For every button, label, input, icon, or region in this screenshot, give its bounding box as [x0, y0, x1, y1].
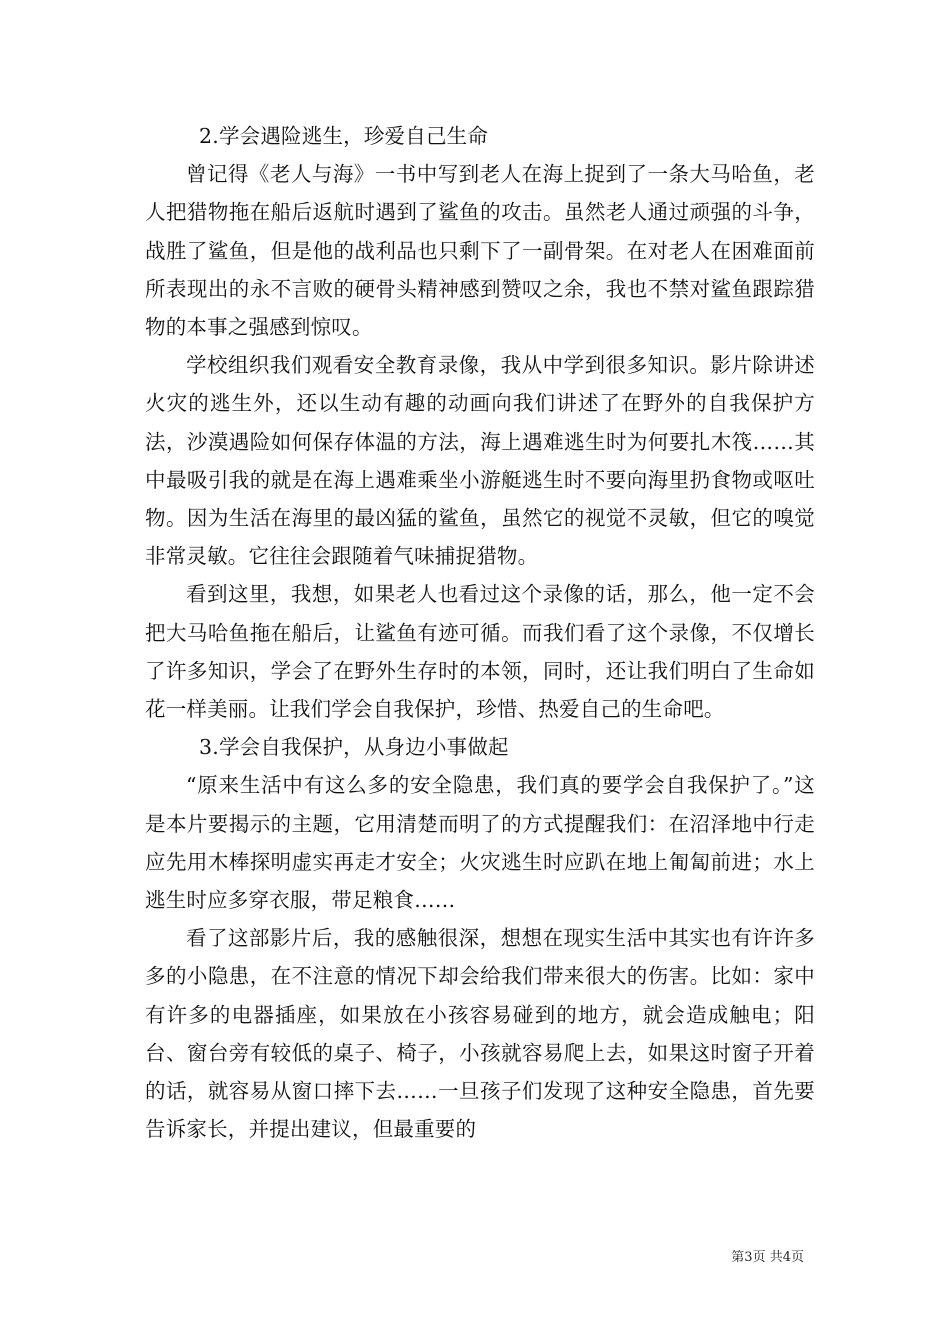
paragraph-film-theme: “原来生活中有这么多的安全隐患，我们真的要学会自我保护了。”这是本片要揭示的主题，它用清楚而明了的方式提醒我们：在沼泽地中行走应先用木棒探明虚实再走才安全；火灾逃生时应趴在地上匍匐前进；水上逃生时应多穿衣服，带足粮食…… — [145, 773, 815, 913]
section-heading-2: 2.学会遇险逃生，珍爱自己生命 — [199, 124, 489, 148]
footer-prefix: 第 — [731, 1250, 745, 1265]
document-body — [145, 117, 815, 1148]
footer-current-page: 3 — [744, 1250, 753, 1265]
footer-suffix: 页 — [790, 1250, 804, 1265]
paragraph-safety-video: 学校组织我们观看安全教育录像，我从中学到很多知识。影片除讲述火灾的逃生外，还以生动有趣的动画向我们讲述了在野外的自我保护方法，沙漠遇险如何保存体温的方法，海上遇难逃生时为何要扎木筏……其中最吸引我的就是在海上遇难乘坐小游艇逃生时不要向海里扔食物或呕吐物。因为生活在海里的最凶猛的鲨鱼，虽然它的视觉不灵敏，但它的嗅觉非常灵敏。它往往会跟随着气味捕捉猎物。 — [145, 353, 815, 569]
page-number-footer — [731, 1246, 804, 1265]
section-heading-3: 3.学会自我保护，从身边小事做起 — [199, 735, 509, 760]
paragraph-old-man-and-sea: 曾记得《老人与海》一书中写到老人在海上捉到了一条大马哈鱼，老人把猎物拖在船后返航时遇到了鲨鱼的攻击。虽然老人通过顽强的斗争，战胜了鲨鱼，但是他的战利品也只剩下了一副骨架。在对老人在困难面前所表现出的永不言败的硬骨头精神感到赞叹之余，我也不禁对鲨鱼跟踪猎物的本事之强感到惊叹。 — [145, 162, 815, 340]
footer-middle: 页 共 — [752, 1250, 783, 1265]
paragraph-daily-hazards: 看了这部影片后，我的感触很深，想想在现实生活中其实也有许许多多的小隐患，在不注意的情况下却会给我们带来很大的伤害。比如：家中有许多的电器插座，如果放在小孩容易碰到的地方，就会造成触电；阳台、窗台旁有较低的桌子、椅子，小孩就容易爬上去，如果这时窗子开着的话，就容易从窗口摔下去……一旦孩子们发现了这种安全隐患，首先要告诉家长，并提出建议，但最重要的 — [145, 926, 815, 1142]
footer-total-pages: 4 — [782, 1250, 791, 1265]
paragraph-reflection: 看到这里，我想，如果老人也看过这个录像的话，那么，他一定不会把大马哈鱼拖在船后，让鲨鱼有迹可循。而我们看了这个录像，不仅增长了许多知识，学会了在野外生存时的本领，同时，还让我们明白了生命如花一样美丽。让我们学会自我保护，珍惜、热爱自己的生命吧。 — [145, 582, 815, 722]
